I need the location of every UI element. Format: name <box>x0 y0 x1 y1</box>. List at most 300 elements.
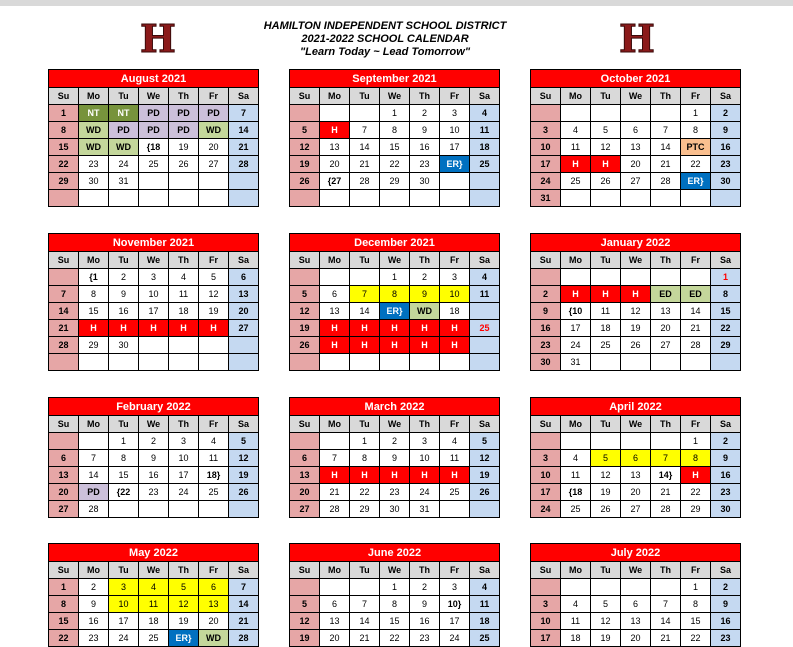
day-cell <box>470 501 500 518</box>
day-cell: 27 <box>199 156 229 173</box>
day-cell: 7 <box>320 450 350 467</box>
day-cell: 11 <box>470 596 500 613</box>
day-cell: 15 <box>49 613 79 630</box>
day-cell <box>350 190 380 207</box>
weekday-header: Th <box>410 562 440 579</box>
day-cell: 2 <box>109 269 139 286</box>
weekday-header: Sa <box>711 416 741 433</box>
weekday-header: Su <box>531 252 561 269</box>
week-row <box>290 467 500 484</box>
day-cell: 31 <box>561 354 591 371</box>
week-row <box>290 190 500 207</box>
week-row <box>49 450 259 467</box>
day-cell: ER} <box>380 303 410 320</box>
day-cell: 13 <box>621 139 651 156</box>
day-cell: 22 <box>711 320 741 337</box>
day-cell: 10} <box>440 596 470 613</box>
weekday-header: Th <box>651 252 681 269</box>
day-cell <box>199 337 229 354</box>
month-calendar <box>530 233 741 371</box>
weekday-header: Mo <box>561 88 591 105</box>
weekday-header: Th <box>651 562 681 579</box>
day-cell <box>621 190 651 207</box>
month-title: September 2021 <box>290 70 500 88</box>
weekday-header: We <box>139 416 169 433</box>
day-cell <box>199 190 229 207</box>
day-cell: 17 <box>109 613 139 630</box>
day-cell <box>290 190 320 207</box>
day-cell: 14 <box>350 139 380 156</box>
day-cell <box>440 354 470 371</box>
day-cell: 17 <box>169 467 199 484</box>
day-cell: 8 <box>49 122 79 139</box>
day-cell: 7 <box>651 596 681 613</box>
day-cell <box>621 269 651 286</box>
week-row <box>531 354 741 371</box>
day-cell: WD <box>199 630 229 647</box>
weekday-header: Tu <box>109 252 139 269</box>
day-cell: 3 <box>410 433 440 450</box>
day-cell: 17 <box>531 156 561 173</box>
weekday-header: We <box>621 416 651 433</box>
day-cell: 21 <box>229 613 259 630</box>
day-cell <box>290 354 320 371</box>
week-row <box>49 320 259 337</box>
day-cell: H <box>561 156 591 173</box>
day-cell: H <box>320 122 350 139</box>
day-cell: 6 <box>199 579 229 596</box>
day-cell: 25 <box>440 484 470 501</box>
day-cell: 14 <box>350 303 380 320</box>
day-cell: 5 <box>290 596 320 613</box>
day-cell: 15 <box>79 303 109 320</box>
day-cell: PD <box>79 484 109 501</box>
week-row <box>290 286 500 303</box>
day-cell: H <box>320 467 350 484</box>
day-cell <box>290 579 320 596</box>
day-cell: 23 <box>410 630 440 647</box>
day-cell: H <box>561 286 591 303</box>
day-cell: 26 <box>290 173 320 190</box>
day-cell <box>440 501 470 518</box>
day-cell: 2 <box>531 286 561 303</box>
week-row <box>290 320 500 337</box>
day-cell <box>320 433 350 450</box>
week-row <box>531 303 741 320</box>
month-title: December 2021 <box>290 234 500 252</box>
day-cell: 20 <box>199 613 229 630</box>
day-cell: 4 <box>199 433 229 450</box>
day-cell: 20 <box>320 156 350 173</box>
day-cell: 24 <box>109 630 139 647</box>
day-cell <box>49 269 79 286</box>
weekday-header: Fr <box>199 252 229 269</box>
day-cell: 5 <box>169 579 199 596</box>
day-cell: 28 <box>320 501 350 518</box>
day-cell <box>229 173 259 190</box>
day-cell: 5 <box>290 122 320 139</box>
day-cell: 2 <box>410 579 440 596</box>
day-cell: ER} <box>681 173 711 190</box>
day-cell: 5 <box>199 269 229 286</box>
week-row <box>290 139 500 156</box>
month-title: November 2021 <box>49 234 259 252</box>
day-cell: 3 <box>440 269 470 286</box>
weekday-header: Sa <box>229 562 259 579</box>
day-cell <box>320 354 350 371</box>
weekday-header: Fr <box>440 562 470 579</box>
weekday-header: Fr <box>440 252 470 269</box>
day-cell: 12 <box>470 450 500 467</box>
day-cell: 5 <box>591 122 621 139</box>
week-row <box>531 579 741 596</box>
day-cell <box>410 190 440 207</box>
day-cell: 4 <box>561 122 591 139</box>
weekday-header: We <box>621 252 651 269</box>
day-cell: 20 <box>229 303 259 320</box>
day-cell: 22 <box>380 630 410 647</box>
day-cell: 11 <box>561 139 591 156</box>
weekday-header: We <box>139 88 169 105</box>
day-cell: 5 <box>591 450 621 467</box>
day-cell: 25 <box>199 484 229 501</box>
week-row <box>49 122 259 139</box>
week-row <box>531 105 741 122</box>
day-cell: 25 <box>470 320 500 337</box>
weekday-header: Fr <box>199 416 229 433</box>
week-row <box>49 303 259 320</box>
day-cell: 6 <box>320 286 350 303</box>
day-cell: 17 <box>561 320 591 337</box>
day-cell: 26 <box>169 156 199 173</box>
day-cell: ER} <box>169 630 199 647</box>
day-cell: 8 <box>681 596 711 613</box>
weekday-header: Fr <box>681 416 711 433</box>
day-cell: {18 <box>139 139 169 156</box>
day-cell <box>199 173 229 190</box>
day-cell <box>531 579 561 596</box>
day-cell: 4 <box>169 269 199 286</box>
day-cell: 16 <box>410 613 440 630</box>
day-cell: 22 <box>681 630 711 647</box>
week-row <box>290 450 500 467</box>
weekday-header: Tu <box>109 562 139 579</box>
day-cell: 19 <box>591 484 621 501</box>
weekday-header: Sa <box>711 88 741 105</box>
day-cell: 1 <box>350 433 380 450</box>
day-cell: 10 <box>531 139 561 156</box>
day-cell: 2 <box>711 433 741 450</box>
day-cell: 1 <box>380 269 410 286</box>
day-cell: 11 <box>199 450 229 467</box>
day-cell: 29 <box>681 501 711 518</box>
day-cell: 5 <box>470 433 500 450</box>
day-cell: 1 <box>681 105 711 122</box>
day-cell: 13 <box>621 467 651 484</box>
week-row <box>531 122 741 139</box>
day-cell: 17 <box>531 630 561 647</box>
day-cell: 6 <box>320 596 350 613</box>
day-cell: 2 <box>711 105 741 122</box>
day-cell <box>350 579 380 596</box>
weekday-header: Fr <box>440 416 470 433</box>
day-cell: 12 <box>290 139 320 156</box>
day-cell: 25 <box>591 337 621 354</box>
day-cell: 23 <box>139 484 169 501</box>
day-cell: 20 <box>621 156 651 173</box>
day-cell: 12 <box>199 286 229 303</box>
day-cell <box>320 105 350 122</box>
weekday-header: We <box>621 562 651 579</box>
day-cell: 28 <box>79 501 109 518</box>
day-cell: 10 <box>440 286 470 303</box>
day-cell: 18 <box>591 320 621 337</box>
weekday-header: Tu <box>350 562 380 579</box>
svg-text:H: H <box>619 18 655 56</box>
day-cell: 16 <box>711 613 741 630</box>
day-cell: H <box>410 337 440 354</box>
day-cell: 12 <box>169 596 199 613</box>
day-cell: 6 <box>621 450 651 467</box>
month-calendar <box>48 397 259 518</box>
day-cell: 21 <box>651 156 681 173</box>
week-row <box>49 433 259 450</box>
week-row <box>290 484 500 501</box>
weekday-header: Th <box>410 88 440 105</box>
weekday-header: We <box>380 416 410 433</box>
weekday-header: Fr <box>440 88 470 105</box>
weekday-header: Tu <box>350 416 380 433</box>
day-cell: H <box>350 467 380 484</box>
day-cell: 1 <box>109 433 139 450</box>
day-cell: 19 <box>290 156 320 173</box>
day-cell <box>290 269 320 286</box>
day-cell: 8 <box>49 596 79 613</box>
day-cell: H <box>380 320 410 337</box>
weekday-header: Mo <box>320 252 350 269</box>
day-cell: 30 <box>711 501 741 518</box>
day-cell: 25 <box>561 501 591 518</box>
day-cell: 7 <box>49 286 79 303</box>
month-title: August 2021 <box>49 70 259 88</box>
day-cell: 19 <box>229 467 259 484</box>
weekday-header: Tu <box>109 416 139 433</box>
month-calendar <box>48 543 259 647</box>
day-cell: 8 <box>380 596 410 613</box>
day-cell: 3 <box>531 122 561 139</box>
week-row <box>531 433 741 450</box>
day-cell <box>169 173 199 190</box>
day-cell: 29 <box>711 337 741 354</box>
day-cell: 8 <box>380 122 410 139</box>
day-cell: 17 <box>531 484 561 501</box>
day-cell: 26 <box>470 484 500 501</box>
day-cell: 9 <box>380 450 410 467</box>
day-cell: 20 <box>621 630 651 647</box>
day-cell <box>561 269 591 286</box>
week-row <box>290 173 500 190</box>
day-cell: 14 <box>79 467 109 484</box>
day-cell: 22 <box>49 630 79 647</box>
day-cell: 9 <box>711 450 741 467</box>
weekday-header: Fr <box>681 252 711 269</box>
week-row <box>290 122 500 139</box>
day-cell <box>561 579 591 596</box>
day-cell: 28 <box>651 501 681 518</box>
day-cell: 11 <box>591 303 621 320</box>
week-row <box>49 156 259 173</box>
day-cell: 7 <box>229 105 259 122</box>
day-cell: 20 <box>290 484 320 501</box>
day-cell: 13 <box>290 467 320 484</box>
day-cell: 13 <box>229 286 259 303</box>
weekday-header: We <box>380 88 410 105</box>
day-cell: H <box>440 320 470 337</box>
day-cell: 29 <box>49 173 79 190</box>
day-cell <box>79 190 109 207</box>
day-cell <box>621 579 651 596</box>
day-cell: H <box>621 286 651 303</box>
day-cell: 14 <box>229 596 259 613</box>
motto: "Learn Today ~ Lead Tomorrow" <box>299 46 471 58</box>
day-cell <box>531 433 561 450</box>
day-cell: 12 <box>591 467 621 484</box>
day-cell <box>169 337 199 354</box>
hamilton-h-logo <box>617 18 657 56</box>
week-row <box>49 105 259 122</box>
day-cell: 8 <box>681 122 711 139</box>
day-cell: 23 <box>711 630 741 647</box>
weekday-header: Mo <box>561 416 591 433</box>
day-cell: 2 <box>711 579 741 596</box>
day-cell <box>591 354 621 371</box>
day-cell: 24 <box>561 337 591 354</box>
day-cell: 30 <box>711 173 741 190</box>
day-cell: 10 <box>169 450 199 467</box>
day-cell: H <box>320 320 350 337</box>
day-cell: 20 <box>651 320 681 337</box>
week-row <box>49 173 259 190</box>
week-row <box>49 596 259 613</box>
day-cell: 21 <box>49 320 79 337</box>
day-cell: 7 <box>79 450 109 467</box>
weekday-header: Fr <box>199 88 229 105</box>
weekday-header: Su <box>290 562 320 579</box>
day-cell: {1 <box>79 269 109 286</box>
day-cell <box>49 433 79 450</box>
day-cell: 6 <box>49 450 79 467</box>
month-calendar <box>530 397 741 518</box>
day-cell <box>380 190 410 207</box>
day-cell: NT <box>109 105 139 122</box>
day-cell <box>169 501 199 518</box>
day-cell: 26 <box>290 337 320 354</box>
week-row <box>531 337 741 354</box>
day-cell <box>591 190 621 207</box>
weekday-header: Mo <box>320 88 350 105</box>
month-calendar <box>530 69 741 207</box>
day-cell: {10 <box>561 303 591 320</box>
day-cell <box>350 105 380 122</box>
day-cell: 13 <box>49 467 79 484</box>
day-cell: 21 <box>651 484 681 501</box>
day-cell <box>681 190 711 207</box>
day-cell: H <box>199 320 229 337</box>
day-cell: ED <box>651 286 681 303</box>
week-row <box>531 173 741 190</box>
day-cell: 25 <box>561 173 591 190</box>
day-cell: ED <box>681 286 711 303</box>
day-cell: 11 <box>470 286 500 303</box>
day-cell: H <box>350 320 380 337</box>
day-cell: 30 <box>410 173 440 190</box>
day-cell: 11 <box>169 286 199 303</box>
day-cell: H <box>440 467 470 484</box>
weekday-header: We <box>621 88 651 105</box>
day-cell: 7 <box>350 596 380 613</box>
day-cell: 21 <box>320 484 350 501</box>
day-cell: 3 <box>109 579 139 596</box>
day-cell: 23 <box>79 630 109 647</box>
day-cell: 7 <box>651 450 681 467</box>
weekday-header: Th <box>169 88 199 105</box>
day-cell: 11 <box>561 613 591 630</box>
day-cell: PD <box>109 122 139 139</box>
day-cell <box>229 354 259 371</box>
day-cell: 13 <box>651 303 681 320</box>
day-cell <box>561 190 591 207</box>
day-cell: 9 <box>410 122 440 139</box>
month-calendar <box>289 543 500 647</box>
day-cell <box>651 105 681 122</box>
day-cell: 20 <box>199 139 229 156</box>
week-row <box>290 433 500 450</box>
day-cell: H <box>410 320 440 337</box>
weekday-header: Mo <box>561 252 591 269</box>
day-cell: 24 <box>531 173 561 190</box>
day-cell: 9 <box>711 596 741 613</box>
day-cell: H <box>109 320 139 337</box>
weekday-header: Su <box>290 416 320 433</box>
day-cell: 12 <box>290 613 320 630</box>
day-cell: 28 <box>681 337 711 354</box>
day-cell: 5 <box>591 596 621 613</box>
day-cell: 4 <box>561 596 591 613</box>
weekday-header: Mo <box>320 416 350 433</box>
week-row <box>290 303 500 320</box>
day-cell: WD <box>199 122 229 139</box>
month-title: July 2022 <box>531 544 741 562</box>
day-cell <box>169 190 199 207</box>
weekday-header: Sa <box>470 252 500 269</box>
day-cell: 13 <box>320 613 350 630</box>
day-cell: 1 <box>380 579 410 596</box>
day-cell: 18 <box>440 303 470 320</box>
day-cell: 23 <box>79 156 109 173</box>
day-cell: PD <box>199 105 229 122</box>
weekday-header: Sa <box>470 562 500 579</box>
day-cell: PD <box>139 105 169 122</box>
day-cell <box>79 354 109 371</box>
day-cell <box>139 173 169 190</box>
weekday-header: Mo <box>79 252 109 269</box>
week-row <box>290 579 500 596</box>
day-cell <box>561 433 591 450</box>
day-cell: 14 <box>651 613 681 630</box>
week-row <box>531 139 741 156</box>
week-row <box>49 269 259 286</box>
day-cell: 15 <box>681 613 711 630</box>
